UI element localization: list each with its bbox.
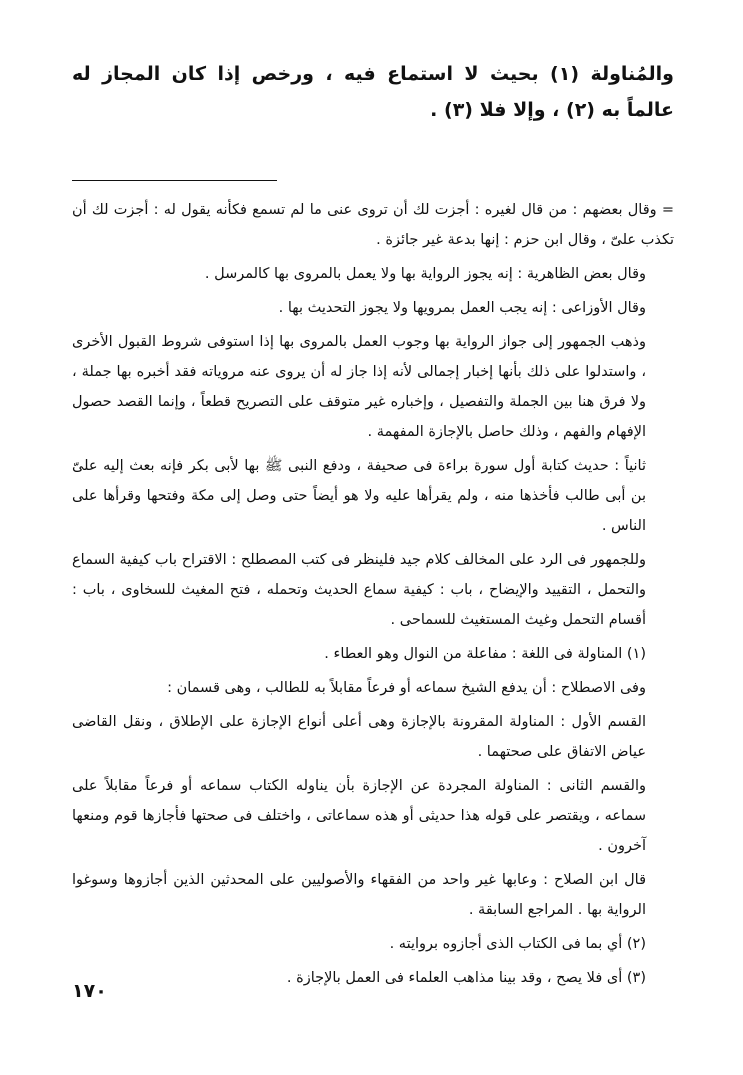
footnote-paragraph: وفى الاصطلاح : أن يدفع الشيخ سماعه أو فرعاً مقابلاً به للطالب ، وهى قسمان : xyxy=(167,680,646,696)
footnote-paragraph: وللجمهور فى الرد على المخالف كلام جيد فلينظر فى كتب المصطلح : الاقتراح باب كيفية السماع والتحمل ، التقييد والإيضاح ، باب : كيفية سماع الحديث وتحمله ، فتح المغيث للسخاوى ، باب : أقسام التحمل وغيث المستغيث للسماحى . xyxy=(72,552,646,628)
footnote-paragraph: (٣) أى فلا يصح ، وقد بينا مذاهب العلماء فى العمل بالإجازة . xyxy=(286,970,646,986)
footnote-paragraph: ثانياً : حديث كتابة أول سورة براءة فى صحيفة ، ودفع النبى ﷺ بها لأبى بكر فإنه بعث إليه علىّ بن أبى طالب فأخذها منه ، ولم يقرأها عليه ولا هو أيضاً حتى وصل إلى مكة وفتحها وقرأها على الناس . xyxy=(72,458,646,534)
footnote-paragraph: قال ابن الصلاح : وعابها غير واحد من الفقهاء والأصوليين على المحدثين الذين أجازوها وسوغوا الرواية بها . المراجع السابقة . xyxy=(72,872,646,918)
page-number: ١٧٠ xyxy=(72,980,107,1002)
page-content xyxy=(72,56,674,997)
footnote-paragraph: (١) المناولة فى اللغة : مفاعلة من النوال وهو العطاء . xyxy=(324,646,646,662)
footnote-paragraph: وقال بعض الظاهرية : إنه يجوز الرواية بها ولا يعمل بالمروى بها كالمرسل . xyxy=(204,266,646,282)
footnote-paragraph: وذهب الجمهور إلى جواز الرواية بها وجوب العمل بالمروى بها إذا استوفى شروط القبول الأخرى ، واستدلوا على ذلك بأنها إخبار إجمالى لأنه إذا جاز له أن يروى عنه مروياته فقد أخبره بها جملة ، ولا فرق هنا بين الجملة والتفصيل ، وإخباره غير متوقف على التصريح قطعاً ، وإنما القصد حصول الإفهام والفهم ، وذلك حاصل بالإجازة المفهمة . xyxy=(72,334,646,440)
footnote-paragraph: (٢) أي بما فى الكتاب الذى أجازوه بروايته . xyxy=(389,936,646,952)
footnote-paragraph: والقسم الثانى : المناولة المجردة عن الإجازة بأن يناوله الكتاب سماعه أو فرعاً مقابلاً على سماعه ، ويقتصر على قوله هذا حديثى أو هذه سماعاتى ، واختلف فى صحتها فأجازها قوم ومنعها آخرون . xyxy=(72,778,646,854)
footnote-paragraph: وقال الأوزاعى : إنه يجب العمل بمرويها ولا يجوز التحديث بها . xyxy=(278,300,646,316)
footnote-paragraph: = وقال بعضهم : من قال لغيره : أجزت لك أن تروى عنى ما لم تسمع فكأنه يقول له : أجزت لك أن تكذب علىّ ، وقال ابن حزم : إنها بدعة غير جائزة . xyxy=(72,202,674,248)
main-paragraph: والمُناولة (١) بحيث لا استماع فيه ، ورخص إذا كان المجاز له عالماً به (٢) ، وإلا فلا (٣) . xyxy=(72,63,674,121)
footnotes-section xyxy=(72,195,674,993)
footnote-paragraph: القسم الأول : المناولة المقرونة بالإجازة وهى أعلى أنواع الإجازة على الإطلاق ، ونقل القاضى عياض الاتفاق على صحتهما . xyxy=(72,714,646,760)
footnote-divider xyxy=(72,180,277,181)
